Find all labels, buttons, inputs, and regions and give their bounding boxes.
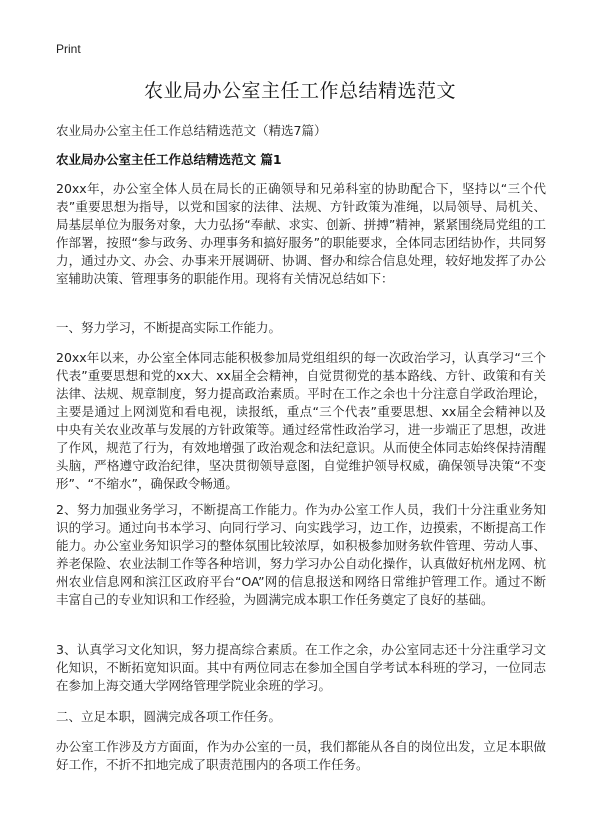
section-heading: 农业局办公室主任工作总结精选范文 篇1 (56, 152, 282, 167)
print-label: Print (56, 42, 81, 56)
duties-paragraph: 办公室工作涉及方方面面，作为办公室的一员，我们都能从各自的岗位出发，立足本职做好工作，不折不扣地完成了职责范围内的各项工作任务。 (56, 739, 546, 772)
document-subtitle: 农业局办公室主任工作总结精选范文（精选7篇） (56, 123, 327, 138)
heading-one: 一、努力学习，不断提高实际工作能力。 (56, 320, 282, 335)
document-title: 农业局办公室主任工作总结精选范文 (143, 80, 456, 102)
culture-paragraph: 3、认真学习文化知识，努力提高综合素质。在工作之余，办公室同志还十分注重学习文化知识，不断拓宽知识面。其中有两位同志在参加全国自学考试本科班的学习，一位同志在参加上海交通大学网络管理学院业余班的学习。 (56, 642, 546, 693)
heading-two: 二、立足本职，圆满完成各项工作任务。 (56, 709, 282, 724)
business-paragraph: 2、努力加强业务学习，不断提高工作能力。作为办公室工作人员，我们十分注重业务知识的学习。通过向书本学习、向同行学习、向实践学习，边工作，边摸索，不断提高工作能力。办公室业务知识学习的整体氛围比较浓厚，如积极参加财务软件管理、劳动人事、养老保险、农业法制工作等各种培训，努力学习办公自动化操作，认真做好杭州龙网、杭州农业信息网和滨江区政府平台“OA”网的信息报送和网络日常维护管理工作。通过不断丰富自己的专业知识和工作经验，为圆满完成本职工作任务奠定了良好的基础。 (56, 502, 546, 607)
intro-paragraph: 20xx年，办公室全体人员在局长的正确领导和兄弟科室的协助配合下，坚持以“三个代表”重要思想为指导，以党和国家的法律、法规、方针政策为准绳，以局领导、局机关、局基层单位为服务对象，大力弘扬“奉献、求实、创新、拼搏”精神，紧紧围绕局党组的工作部署，按照“参与政务、办理事务和搞好服务”的职能要求，全体同志团结协作，共同努力，通过办文、办会、办事来开展调研、协调、督办和综合信息处理，较好地发挥了办公室辅助决策、管理事务的职能作用。现将有关情况总结如下： (56, 181, 546, 286)
study-paragraph: 20xx年以来，办公室全体同志能积极参加局党组组织的每一次政治学习，认真学习“三个代表”重要思想和党的xx大、xx届全会精神，自觉贯彻党的基本路线、方针、政策和有关法律、法规、规章制度，努力提高政治素质。平时在工作之余也十分注意自学政治理论，主要是通过上网浏览和看电视，读报纸，重点“三个代表”重要思想、xx届全会精神以及中央有关农业改革与发展的方针政策等。通过经常性政治学习，进一步端正了思想，改进了作风，规范了行为，有效地增强了政治观念和法纪意识。从而使全体同志始终保持清醒头脑，严格遵守政治纪律，坚决贯彻领导意图，自觉维护领导权威，确保领导决策“不变形”、“不缩水”，确保政令畅通。 (56, 350, 546, 491)
